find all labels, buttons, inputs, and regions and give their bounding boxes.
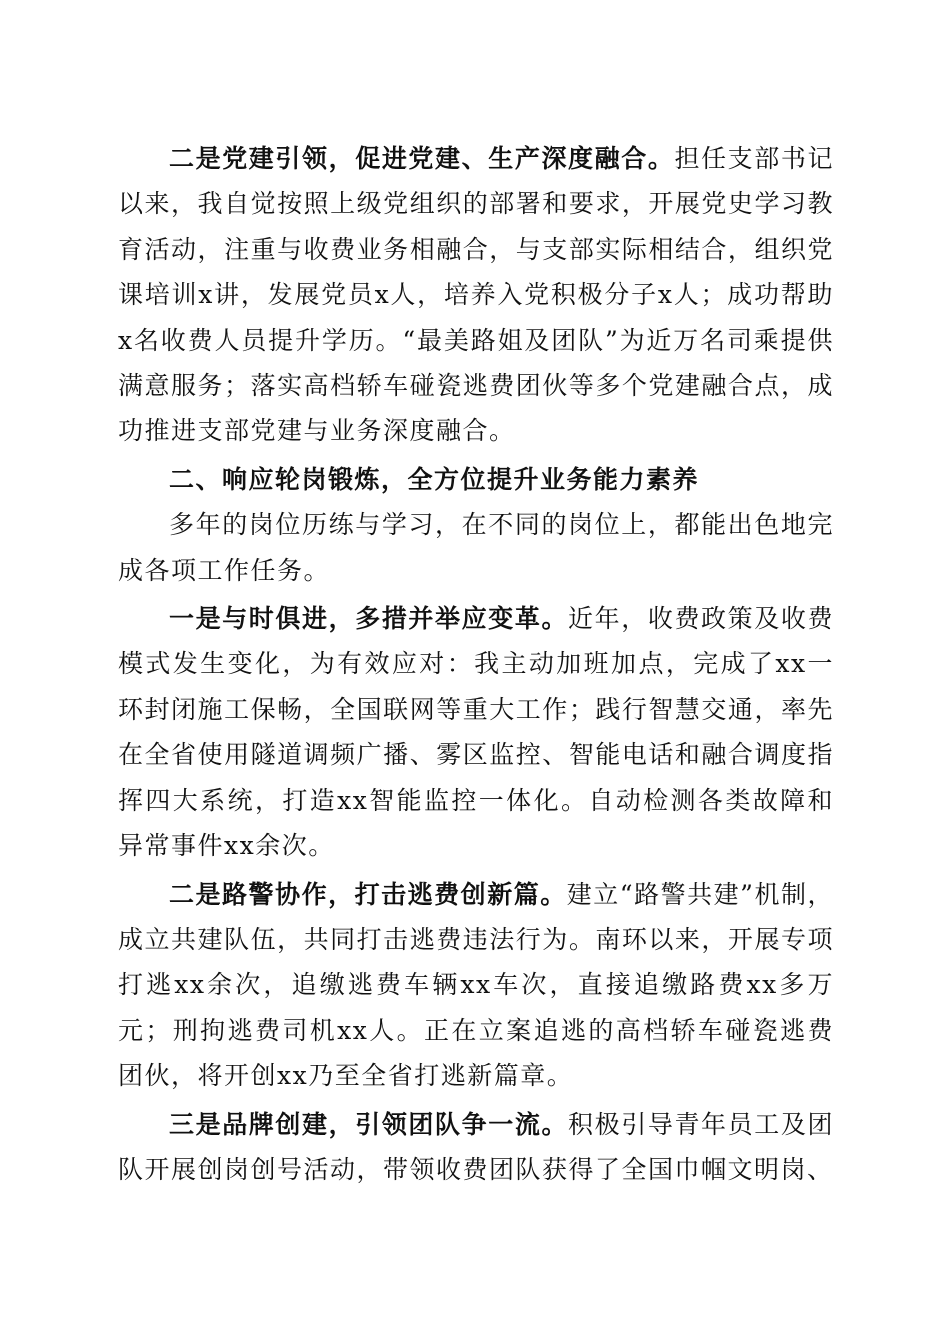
paragraph-text: 建立“路警共建”机制，成立共建队伍，共同打击逃费违法行为。南环以来，开展专项打逃xx余次，追缴逃费车辆xx车次，直接追缴路费xx多万元；刑拘逃费司机xx人。正在立案追逃的高档轿车碰瓷逃费团伙，将开创xx乃至全省打逃新篇章。 (118, 879, 834, 1091)
paragraph-party-building (118, 136, 834, 454)
paragraph-lead: 二是党建引领，促进党建、生产深度融合。 (169, 144, 675, 173)
section-heading: 二、响应轮岗锻炼，全方位提升业务能力素养 (169, 464, 700, 494)
paragraph-lead: 一是与时俱进，多措并举应变革。 (169, 604, 569, 634)
paragraph-text: 近年，收费政策及收费模式发生变化，为有效应对：我主动加班加点，完成了xx一环封闭施工保畅，全国联网等重大工作；践行智慧交通，率先在全省使用隧道调频广播、雾区监控、智能电话和融合调度指挥四大系统，打造xx智能监控一体化。自动检测各类故障和异常事件xx余次。 (118, 604, 834, 861)
document-body (118, 136, 834, 1192)
paragraph-police-cooperation (118, 872, 834, 1099)
paragraph-lead: 二是路警协作，打击逃费创新篇。 (169, 879, 567, 909)
paragraph-text: 积极引导青年员工及团队开展创岗创号活动，带领收费团队获得了全国巾帼文明岗、 (118, 1109, 834, 1184)
paragraph-brand-building (118, 1102, 834, 1193)
paragraph-text: 担任支部书记以来，我自觉按照上级党组织的部署和要求，开展党史学习教育活动，注重与收费业务相融合，与支部实际相结合，组织党课培训x讲，发展党员x人，培养入党积极分子x人；成功帮助x名收费人员提升学历。“最美路姐及团队”为近万名司乘提供满意服务；落实高档轿车碰瓷逃费团伙等多个党建融合点，成功推进支部党建与业务深度融合。 (118, 144, 834, 446)
paragraph-reform (118, 596, 834, 868)
paragraph-lead: 三是品牌创建，引领团队争一流。 (169, 1109, 569, 1139)
paragraph-intro: 多年的岗位历练与学习，在不同的岗位上，都能出色地完成各项工作任务。 (118, 510, 834, 585)
